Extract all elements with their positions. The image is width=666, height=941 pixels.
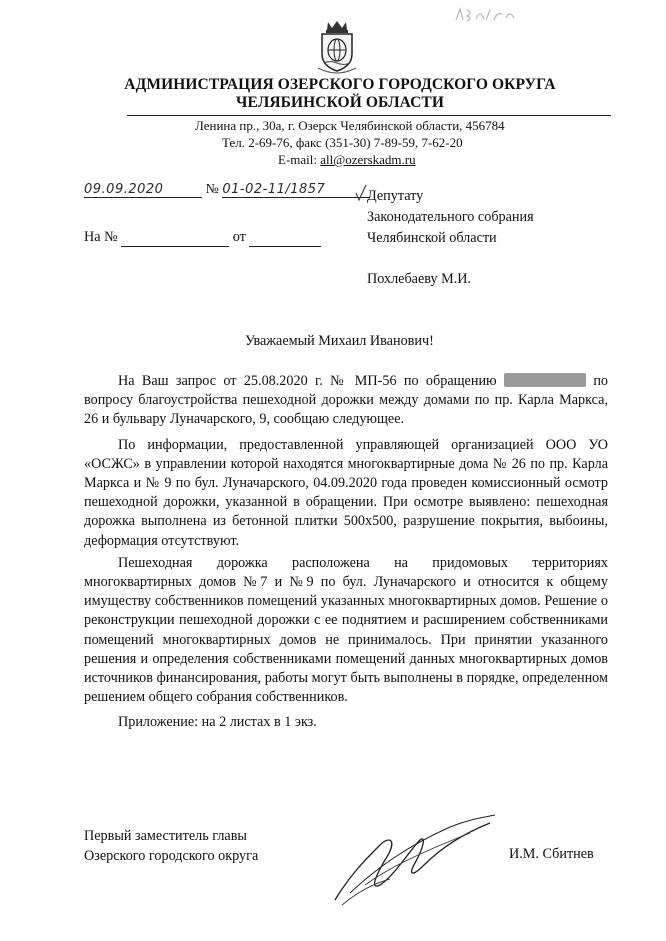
registration-line bbox=[84, 182, 370, 198]
paragraph-1-end: по вопросу благоустройства пешеходной дорожки между домами по пр. Карла Маркса, 26 и бульвару Луначарского, 9, сообщаю следующее. bbox=[84, 373, 609, 428]
signer-position-line2: Озерского городского округа bbox=[84, 848, 259, 864]
coat-of-arms-icon bbox=[314, 18, 360, 74]
recipient-line2: Законодательного собрания bbox=[367, 209, 534, 225]
paragraph-3: Пешеходная дорожка расположена на придомовых территориях многоквартирных домов №7 и №9 по бул. Луначарского и относится к общему имуществу собственников помещений указанных многоквартирных домов. Решение о реконструкции пешеходной дорожки с ее поднятием и расширением собственниками помещений многоквартирных домов не принималось. При принятии указанного решения и определения собственниками помещений данных многоквартирных домов источников финансирования, работы могут быть выполнены в порядке, определенном решением общего собрания собственников. bbox=[84, 554, 608, 706]
reply-from-label: от bbox=[232, 229, 246, 245]
paragraph-4: Приложение: на 2 листах в 1 экз. bbox=[118, 714, 317, 731]
recipient-name: Похлебаеву М.И. bbox=[367, 271, 472, 287]
reply-number-label: На № bbox=[84, 229, 118, 245]
organization-phones: Тел. 2-69-76, факс (351-30) 7-89-59, 7-62-20 bbox=[222, 135, 463, 150]
registration-date: 09.09.2020 bbox=[84, 182, 202, 198]
signer-name: И.М. Сбитнев bbox=[509, 846, 594, 862]
paragraph-1 bbox=[84, 372, 608, 430]
recipient-block bbox=[367, 186, 534, 290]
letter-body bbox=[84, 372, 608, 733]
organization-title-line2: ЧЕЛЯБИНСКОЙ ОБЛАСТИ bbox=[235, 94, 445, 111]
reply-reference-line bbox=[84, 228, 321, 247]
paragraph-1-start: На Ваш запрос от 25.08.2020 г. № МП-56 по обращению bbox=[118, 373, 497, 389]
organization-title-line1: АДМИНИСТРАЦИЯ ОЗЕРСКОГО ГОРОДСКОГО ОКРУГА bbox=[124, 76, 556, 93]
reply-number-field bbox=[121, 231, 229, 247]
email-label: E-mail: bbox=[278, 152, 321, 167]
organization-title bbox=[80, 76, 600, 112]
registration-number-label: № bbox=[205, 182, 219, 197]
header-divider bbox=[127, 115, 611, 116]
signer-position-line1: Первый заместитель главы bbox=[84, 828, 247, 844]
reply-date-field bbox=[249, 231, 321, 247]
redacted-name bbox=[504, 373, 586, 387]
signer-position bbox=[84, 826, 258, 866]
corner-handwritten-mark bbox=[450, 6, 520, 24]
registration-number: 01-02-11/1857 bbox=[222, 182, 370, 198]
handwritten-signature bbox=[320, 805, 500, 910]
organization-email bbox=[278, 152, 416, 168]
organization-address: Ленина пр., 30а, г. Озерск Челябинской области, 456784 bbox=[195, 118, 505, 133]
paragraph-2: По информации, предоставленной управляющей организацией ООО УО «ОСЖС» в управлении которой находятся многоквартирные дома № 26 по пр. Карла Маркса и № 9 по бул. Луначарского, 04.09.2020 года проведен комиссионный осмотр пешеходной дорожки, указанной в обращении. При осмотре выявлено: пешеходная дорожка выполнена из бетонной плитки 500х500, разрушение покрытия, выбоины, деформация отсутствуют. bbox=[84, 436, 608, 549]
check-mark-icon bbox=[355, 184, 367, 202]
email-link[interactable]: all@ozerskadm.ru bbox=[320, 152, 416, 167]
recipient-line3: Челябинской области bbox=[367, 230, 497, 246]
greeting: Уважаемый Михаил Иванович! bbox=[245, 333, 434, 349]
recipient-line1: Депутату bbox=[367, 188, 424, 204]
